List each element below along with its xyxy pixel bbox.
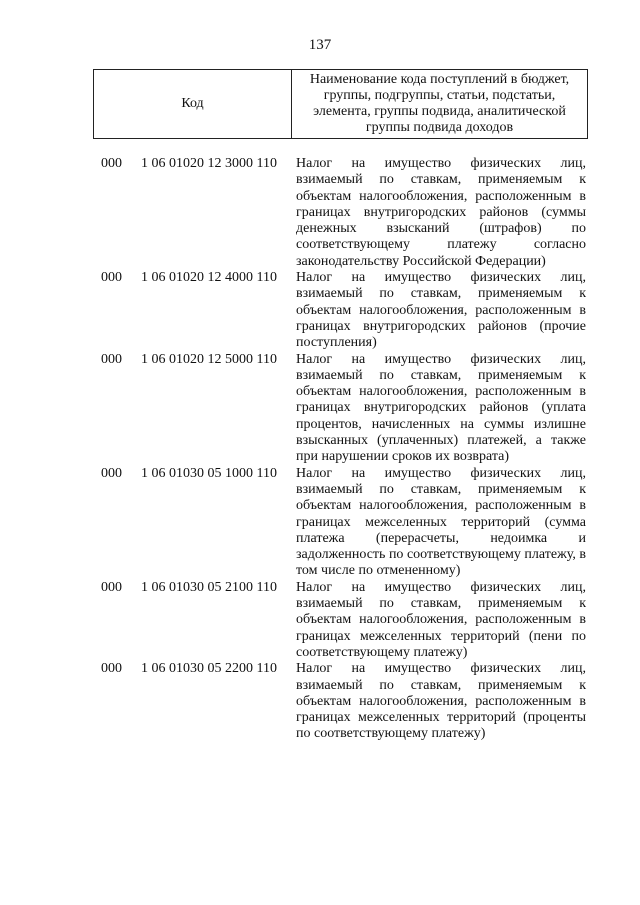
admin-code: 000 <box>101 156 122 171</box>
income-description: Налог на имущество физических лиц, взимаемый по ставкам, применяемым к объектам налогообложения, расположенным в границах внутригородских районов (суммы денежных взысканий (штрафов) по соответствующему платежу согласно законодательству Российской Федерации) <box>296 156 586 269</box>
income-description: Налог на имущество физических лиц, взимаемый по ставкам, применяемым к объектам налогообложения, расположенным в границах межселенных территорий (сумма платежа (перерасчеты, недоимка и задолженность по соответствующему платежу, в том числе по отмененному) <box>296 465 586 579</box>
table-row <box>0 352 640 466</box>
income-code: 1 06 01030 05 2200 110 <box>141 661 277 677</box>
admin-code: 000 <box>101 351 122 367</box>
income-code: 1 06 01030 05 1000 110 <box>141 465 277 481</box>
page-number: 137 <box>308 37 332 53</box>
table-row <box>0 661 640 742</box>
table-body <box>0 156 640 743</box>
admin-code: 000 <box>101 270 122 286</box>
header-name-label: Наименование кода поступлений в бюджет, группы, подгруппы, статьи, подстатьи, элемента, группы подвида, аналитической группы подвида доходов <box>309 72 570 135</box>
header-code-label: Код <box>94 70 292 138</box>
income-description: Налог на имущество физических лиц, взимаемый по ставкам, применяемым к объектам налогообложения, расположенным в границах межселенных территорий (пени по соответствующему платежу) <box>296 579 586 660</box>
table-header <box>93 69 588 139</box>
income-description: Налог на имущество физических лиц, взимаемый по ставкам, применяемым к объектам налогообложения, расположенным в границах внутригородских районов (уплата процентов, начисленных на суммы излишне взысканных (уплаченных) платежей, а также при нарушении сроков их возврата) <box>296 351 586 465</box>
income-description: Налог на имущество физических лиц, взимаемый по ставкам, применяемым к объектам налогообложения, расположенным в границах внутригородских районов (прочие поступления) <box>296 270 586 351</box>
income-code: 1 06 01020 12 5000 110 <box>141 351 277 367</box>
admin-code: 000 <box>101 465 122 481</box>
income-code: 1 06 01030 05 2100 110 <box>141 579 277 595</box>
table-row <box>0 270 640 351</box>
table-row <box>0 466 640 580</box>
income-code: 1 06 01020 12 4000 110 <box>141 270 277 286</box>
income-description: Налог на имущество физических лиц, взимаемый по ставкам, применяемым к объектам налогообложения, расположенным в границах межселенных территорий (проценты по соответствующему платежу) <box>296 661 586 742</box>
admin-code: 000 <box>101 661 122 677</box>
table-row <box>0 156 640 270</box>
admin-code: 000 <box>101 579 122 595</box>
table-row <box>0 580 640 661</box>
income-code: 1 06 01020 12 3000 110 <box>141 156 277 171</box>
